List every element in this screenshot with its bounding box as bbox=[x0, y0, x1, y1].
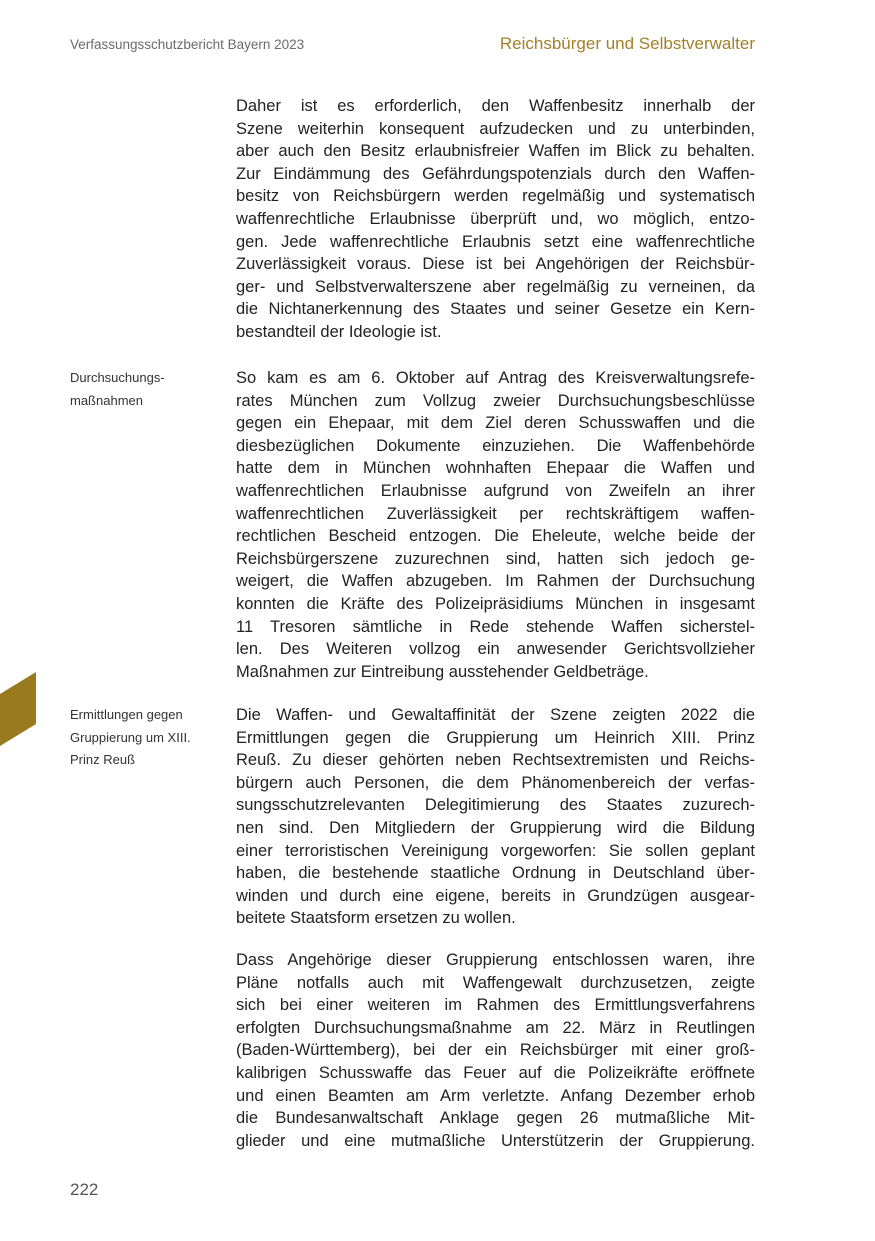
text-line: winden und durch eine eigene, bereits in Grundzügen ausgear- bbox=[236, 886, 755, 905]
text-line: len. Des Weiteren vollzog ein anwesender Gerichtsvollzieher bbox=[236, 640, 755, 659]
paragraph-weapons-possession bbox=[236, 95, 755, 344]
text-line: erfolgten Durchsuchungsmaßnahme am 22. März in Reutlingen bbox=[236, 1018, 755, 1037]
text-line: kalibrigen Schusswaffe das Feuer auf die Polizeikräfte eröffnete bbox=[236, 1063, 755, 1082]
paragraph-reuss-group bbox=[236, 704, 755, 930]
text-line: weigert, die Waffen abzugeben. Im Rahmen der Durchsuchung bbox=[236, 572, 755, 591]
text-line: waffenrechtliche Erlaubnisse überprüft und, wo möglich, entzo- bbox=[236, 209, 755, 228]
text-line: Zur Eindämmung des Gefährdungspotenzials durch den Waffen- bbox=[236, 164, 755, 183]
text-line: gegen ein Ehepaar, mit dem Ziel deren Schusswaffen und die bbox=[236, 414, 755, 433]
text-line: haben, die bestehende staatliche Ordnung in Deutschland über- bbox=[236, 864, 755, 883]
text-line: konnten die Kräfte des Polizeipräsidiums München in insgesamt bbox=[236, 594, 755, 613]
margin-note-line: Prinz Reuß bbox=[70, 752, 136, 767]
text-line: besitz von Reichsbürgern werden regelmäßig und systematisch bbox=[236, 187, 755, 206]
text-line: bestandteil der Ideologie ist. bbox=[236, 322, 442, 341]
margin-note-line: Ermittlungen gegen bbox=[70, 707, 183, 722]
text-line: rechtlichen Bescheid entzogen. Die Eheleute, welche beide der bbox=[236, 527, 755, 546]
text-line: bürgern auch Personen, die dem Phänomenbereich der verfas- bbox=[236, 773, 755, 792]
paragraph-searches-munich bbox=[236, 367, 755, 683]
text-line: Ermittlungen gegen die Gruppierung um Heinrich XIII. Prinz bbox=[236, 728, 755, 747]
text-line: hatte dem in München wohnhaften Ehepaar die Waffen und bbox=[236, 459, 755, 478]
text-line: diesbezüglichen Dokumente einzuziehen. Die Waffenbehörde bbox=[236, 436, 755, 455]
text-line: Daher ist es erforderlich, den Waffenbesitz innerhalb der bbox=[236, 97, 755, 115]
text-line: nen sind. Den Mitgliedern der Gruppierung wird die Bildung bbox=[236, 818, 755, 837]
text-line: aber auch den Besitz erlaubnisfreier Waffen im Blick zu behalten. bbox=[236, 142, 755, 161]
text-line: Zuverlässigkeit voraus. Diese ist bei Angehörigen der Reichsbür- bbox=[236, 255, 755, 274]
text-line: die Bundesanwaltschaft Anklage gegen 26 mutmaßliche Mit- bbox=[236, 1109, 755, 1128]
text-line: rates München zum Vollzug zweier Durchsuchungsbeschlüsse bbox=[236, 391, 755, 410]
chapter-title: Reichsbürger und Selbstverwalter bbox=[499, 34, 755, 53]
text-line: So kam es am 6. Oktober auf Antrag des Kreisverwaltungsrefe- bbox=[236, 369, 755, 387]
text-line: einer terroristischen Vereinigung vorgeworfen: Sie sollen geplant bbox=[236, 841, 755, 860]
page-number: 222 bbox=[70, 1180, 99, 1199]
text-line: Maßnahmen zur Eintreibung ausstehender Geldbeträge. bbox=[236, 662, 649, 681]
margin-note-searches bbox=[70, 367, 220, 412]
text-line: waffenrechtlichen Zuverlässigkeit per rechtskräftigem waffen- bbox=[236, 504, 755, 523]
text-line: Reichsbürgerszene zuzurechnen sind, hatten sich jedoch ge- bbox=[236, 549, 755, 568]
chapter-tab-shape bbox=[0, 672, 36, 746]
text-line: Pläne notfalls auch mit Waffengewalt durchzusetzen, zeigte bbox=[236, 973, 755, 992]
text-line: beitete Staatsform ersetzen zu wollen. bbox=[236, 909, 516, 928]
text-line: sungsschutzrelevanten Delegitimierung des Staates zuzurech- bbox=[236, 796, 755, 815]
text-line: ger- und Selbstverwalterszene aber regelmäßig zu verneinen, da bbox=[236, 277, 755, 296]
text-line: Szene weiterhin konsequent aufzudecken und zu unterbinden, bbox=[236, 119, 755, 138]
text-line: Reuß. Zu dieser gehörten neben Rechtsextremisten und Reichs- bbox=[236, 751, 755, 770]
text-line: und einen Beamten am Arm verletzte. Anfang Dezember erhob bbox=[236, 1086, 755, 1105]
text-line: Dass Angehörige dieser Gruppierung entschlossen waren, ihre bbox=[236, 951, 755, 969]
margin-note-line: Gruppierung um XIII. bbox=[70, 729, 191, 745]
chapter-tab-marker bbox=[0, 672, 36, 746]
paragraph-reutlingen-search bbox=[236, 949, 755, 1152]
margin-note-line: Durchsuchungs- bbox=[70, 370, 165, 385]
text-line: gen. Jede waffenrechtliche Erlaubnis setzt eine waffenrechtliche bbox=[236, 232, 755, 251]
text-line: Die Waffen- und Gewaltaffinität der Szene zeigten 2022 die bbox=[236, 706, 755, 724]
running-header-title: Verfassungsschutzbericht Bayern 2023 bbox=[70, 37, 305, 52]
text-line: sich bei einer weiteren im Rahmen des Ermittlungsverfahrens bbox=[236, 996, 755, 1015]
text-line: die Nichtanerkennung des Staates und seiner Gesetze ein Kern- bbox=[236, 300, 755, 319]
text-line: waffenrechtlichen Erlaubnisse aufgrund von Zweifeln an ihrer bbox=[236, 481, 755, 500]
text-line: 11 Tresoren sämtliche in Rede stehende Waffen sicherstel- bbox=[236, 617, 755, 636]
text-line: glieder und eine mutmaßliche Unterstützerin der Gruppierung. bbox=[236, 1131, 755, 1150]
margin-note-investigations bbox=[70, 704, 220, 772]
text-line: (Baden-Württemberg), bei der ein Reichsbürger mit einer groß- bbox=[236, 1041, 755, 1060]
margin-note-line: maßnahmen bbox=[70, 392, 143, 408]
